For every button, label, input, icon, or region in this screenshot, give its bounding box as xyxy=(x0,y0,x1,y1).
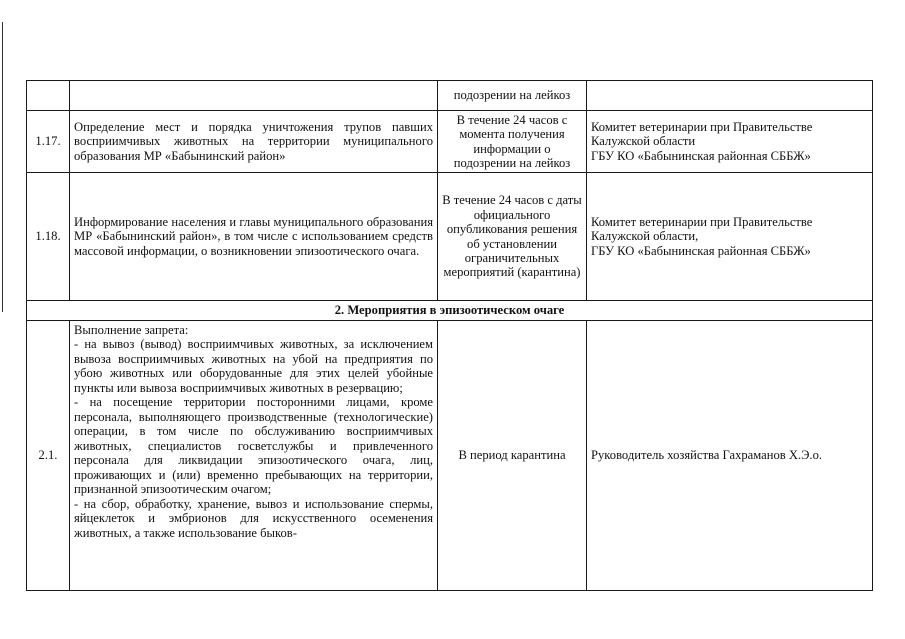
action-cell xyxy=(70,321,438,591)
action-cell xyxy=(70,81,438,111)
row-number xyxy=(27,81,70,111)
row-number: 2.1. xyxy=(27,321,70,591)
action-cell: Определение мест и порядка уничтожения трупов павших восприимчивых животных на территории муниципального образования МР «Бабынинский район» xyxy=(70,111,438,173)
action-line: - на вывоз (вывод) восприимчивых животных, за исключением вывоза восприимчивых животных на убой на предприятия по убою животных или оборудованные для этих целей убойные пункты или вывоза восприимчивых животных в резервацию; xyxy=(74,337,433,395)
row-number: 1.17. xyxy=(27,111,70,173)
responsible-line: ГБУ КО «Бабынинская районная СББЖ» xyxy=(591,148,811,163)
table-row-2-1 xyxy=(27,321,873,591)
responsible-cell: Руководитель хозяйства Гахраманов Х.Э.о. xyxy=(587,321,873,591)
term-cell: В период карантина xyxy=(438,321,587,591)
responsible-cell xyxy=(587,173,873,301)
row-number: 1.18. xyxy=(27,173,70,301)
action-line: Выполнение запрета: xyxy=(74,323,189,337)
responsible-line: ГБУ КО «Бабынинская районная СББЖ» xyxy=(591,243,811,258)
term-cell: В течение 24 часов с момента получения информации о подозрении на лейкоз xyxy=(438,111,587,173)
responsible-line: Комитет ветеринарии при Правительстве Калужской области xyxy=(591,119,813,149)
responsible-line: Комитет ветеринарии при Правительстве Калужской области, xyxy=(591,214,813,244)
action-cell: Информирование населения и главы муниципального образования МР «Бабынинский район», в том числе с использованием средств массовой информации, о возникновении эпизоотического очага. xyxy=(70,173,438,301)
responsible-cell xyxy=(587,111,873,173)
action-line: - на сбор, обработку, хранение, вывоз и использование спермы, яйцеклеток и эмбрионов для искусственного осеменения животных, а также использование быков- xyxy=(74,496,433,540)
table-row-continuation xyxy=(27,81,873,111)
responsible-cell xyxy=(587,81,873,111)
section-title: 2. Мероприятия в эпизоотическом очаге xyxy=(27,301,873,321)
table-row-1-18 xyxy=(27,173,873,301)
measures-table xyxy=(26,80,873,591)
scan-edge-line xyxy=(2,22,3,312)
term-cell: В течение 24 часов с даты официального опубликования решения об установлении ограничительных мероприятий (карантина) xyxy=(438,173,587,301)
action-line: - на посещение территории посторонними лицами, кроме персонала, выполняющего производственные (технологические) операции, в том числе по обслуживанию восприимчивых животных, специалистов госветслужбы и привлеченного персонала для ликвидации эпизоотического очага, лиц, проживающих и (или) временно пребывающих на территории, признанной эпизоотическим очагом; xyxy=(74,395,433,497)
term-cell: подозрении на лейкоз xyxy=(438,81,587,111)
table-row-1-17 xyxy=(27,111,873,173)
section-heading-row xyxy=(27,301,873,321)
